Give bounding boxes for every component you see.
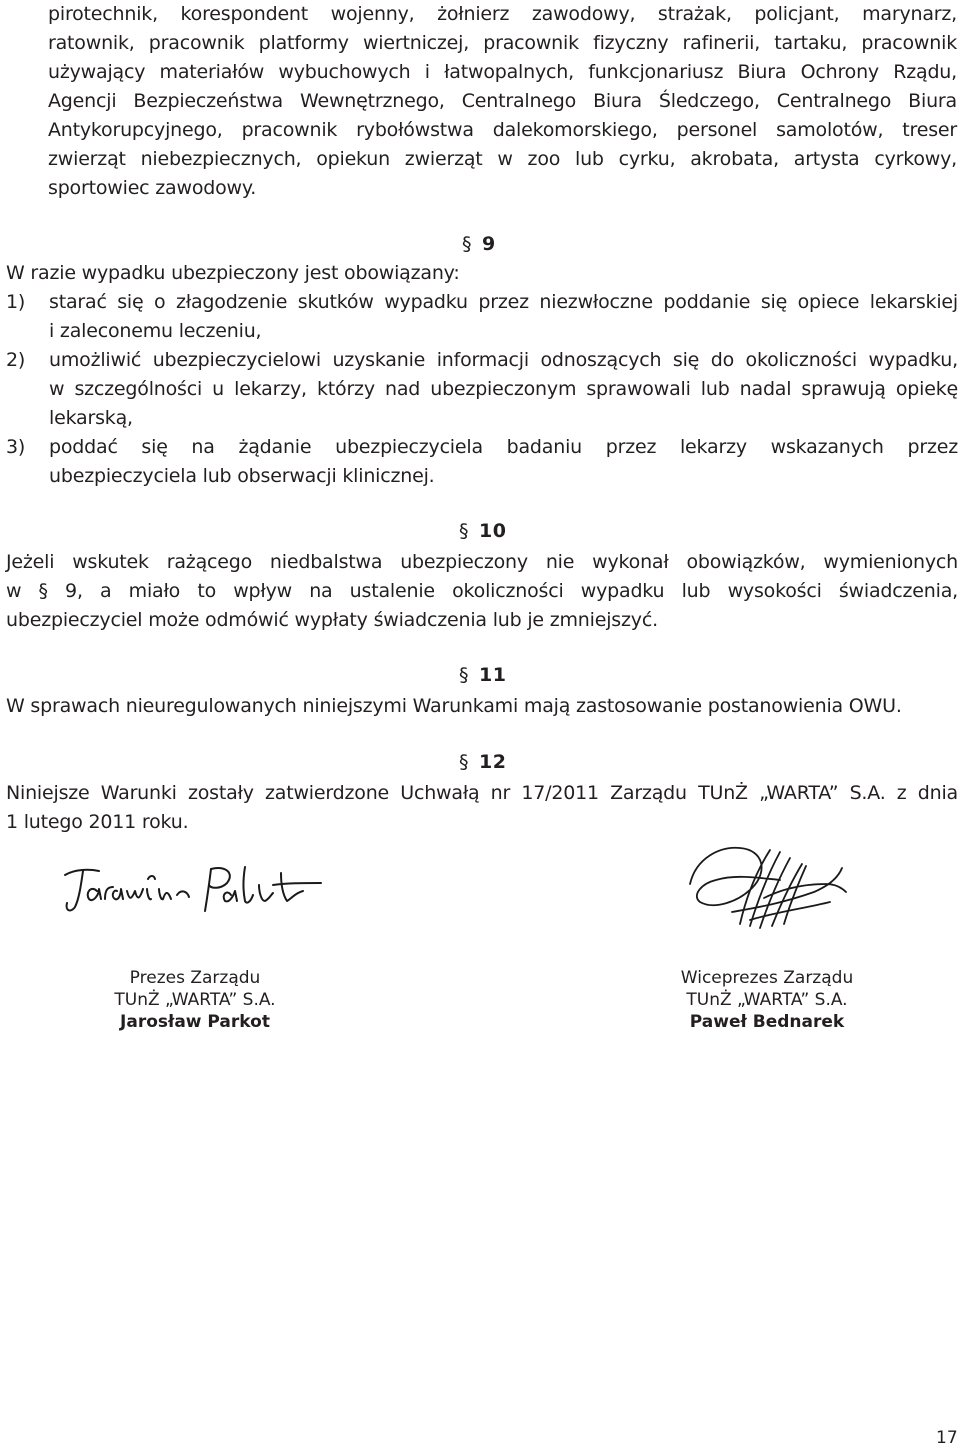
list-item-line: starać się o złagodzenie skutków wypadku przez niezwłoczne poddanie się opiece lekarskiej bbox=[49, 291, 958, 313]
signatory-name: Jarosław Parkot bbox=[120, 1012, 270, 1032]
intro-line: zwierząt niebezpiecznych, opiekun zwierząt w zoo lub cyrku, akrobata, artysta cyrkowy, bbox=[48, 148, 957, 170]
section-11-heading bbox=[459, 664, 506, 686]
section-number: 10 bbox=[479, 520, 507, 542]
section-12-heading bbox=[459, 751, 506, 773]
list-item-line: poddać się na żądanie ubezpieczyciela badaniu przez lekarzy wskazanych przez bbox=[49, 436, 958, 458]
section-sign: § bbox=[459, 664, 469, 686]
intro-line: Antykorupcyjnego, pracownik rybołówstwa dalekomorskiego, personel samolotów, treser bbox=[48, 119, 957, 141]
list-item-line: i zaleconemu leczeniu, bbox=[49, 320, 262, 342]
section-sign: § bbox=[462, 233, 472, 255]
paragraph-line: 1 lutego 2011 roku. bbox=[6, 811, 189, 833]
section-9-intro: W razie wypadku ubezpieczony jest obowiązany: bbox=[6, 262, 460, 284]
paragraph-line: Jeżeli wskutek rażącego niedbalstwa ubezpieczony nie wykonał obowiązków, wymienionych bbox=[6, 551, 958, 573]
section-10-body bbox=[6, 548, 958, 635]
list-item-number: 3) bbox=[6, 436, 26, 458]
intro-line: pirotechnik, korespondent wojenny, żołnierz zawodowy, strażak, policjant, marynarz, bbox=[48, 3, 957, 25]
paragraph-line: ubezpieczyciel może odmówić wypłaty świadczenia lub je zmniejszyć. bbox=[6, 609, 658, 631]
intro-line: sportowiec zawodowy. bbox=[48, 177, 257, 199]
page-number: 17 bbox=[936, 1428, 958, 1448]
signature-left-image bbox=[55, 855, 335, 925]
signature-right bbox=[632, 967, 902, 1033]
section-sign: § bbox=[459, 520, 469, 542]
list-item bbox=[6, 346, 958, 433]
paragraph-line: Niniejsze Warunki zostały zatwierdzone Uchwałą nr 17/2011 Zarządu TUnŻ „WARTA” S.A. z dnia bbox=[6, 782, 958, 804]
list-item-number: 1) bbox=[6, 291, 26, 313]
signatory-company: TUnŻ „WARTA” S.A. bbox=[686, 990, 848, 1010]
list-item-line: lekarską, bbox=[49, 407, 133, 429]
signature-left bbox=[60, 967, 330, 1033]
section-number: 12 bbox=[479, 751, 507, 773]
list-item-line: w szczególności u lekarzy, którzy nad ubezpieczonym sprawowali lub nadal sprawują opiekę bbox=[49, 378, 958, 400]
section-11-body bbox=[6, 692, 958, 721]
signatory-role: Wiceprezes Zarządu bbox=[680, 968, 854, 988]
intro-line: ratownik, pracownik platformy wiertniczej, pracownik fizyczny rafinerii, tartaku, pracownik bbox=[48, 32, 957, 54]
list-item bbox=[6, 433, 958, 491]
section-number: 9 bbox=[482, 233, 496, 255]
list-item-number: 2) bbox=[6, 349, 26, 371]
intro-line: Agencji Bezpieczeństwa Wewnętrznego, Centralnego Biura Śledczego, Centralnego Biura bbox=[48, 90, 957, 112]
section-9-heading bbox=[462, 233, 496, 255]
section-9-body bbox=[6, 259, 958, 491]
intro-paragraph bbox=[48, 0, 957, 203]
section-10-heading bbox=[459, 520, 506, 542]
signature-right-image bbox=[680, 828, 860, 943]
list-item-line: ubezpieczyciela lub obserwacji klinicznej. bbox=[49, 465, 435, 487]
list-item-line: umożliwić ubezpieczycielowi uzyskanie informacji odnoszących się do okoliczności wypadku, bbox=[49, 349, 958, 371]
signatory-role: Prezes Zarządu bbox=[129, 968, 261, 988]
intro-line: używający materiałów wybuchowych i łatwopalnych, funkcjonariusz Biura Ochrony Rządu, bbox=[48, 61, 957, 83]
section-number: 11 bbox=[479, 664, 507, 686]
signatory-name: Paweł Bednarek bbox=[689, 1012, 845, 1032]
list-item bbox=[6, 288, 958, 346]
signatory-company: TUnŻ „WARTA” S.A. bbox=[114, 990, 276, 1010]
paragraph-line: w § 9, a miało to wpływ na ustalenie okoliczności wypadku lub wysokości świadczenia, bbox=[6, 580, 958, 602]
paragraph-line: W sprawach nieuregulowanych niniejszymi Warunkami mają zastosowanie postanowienia OWU. bbox=[6, 695, 902, 717]
section-sign: § bbox=[459, 751, 469, 773]
